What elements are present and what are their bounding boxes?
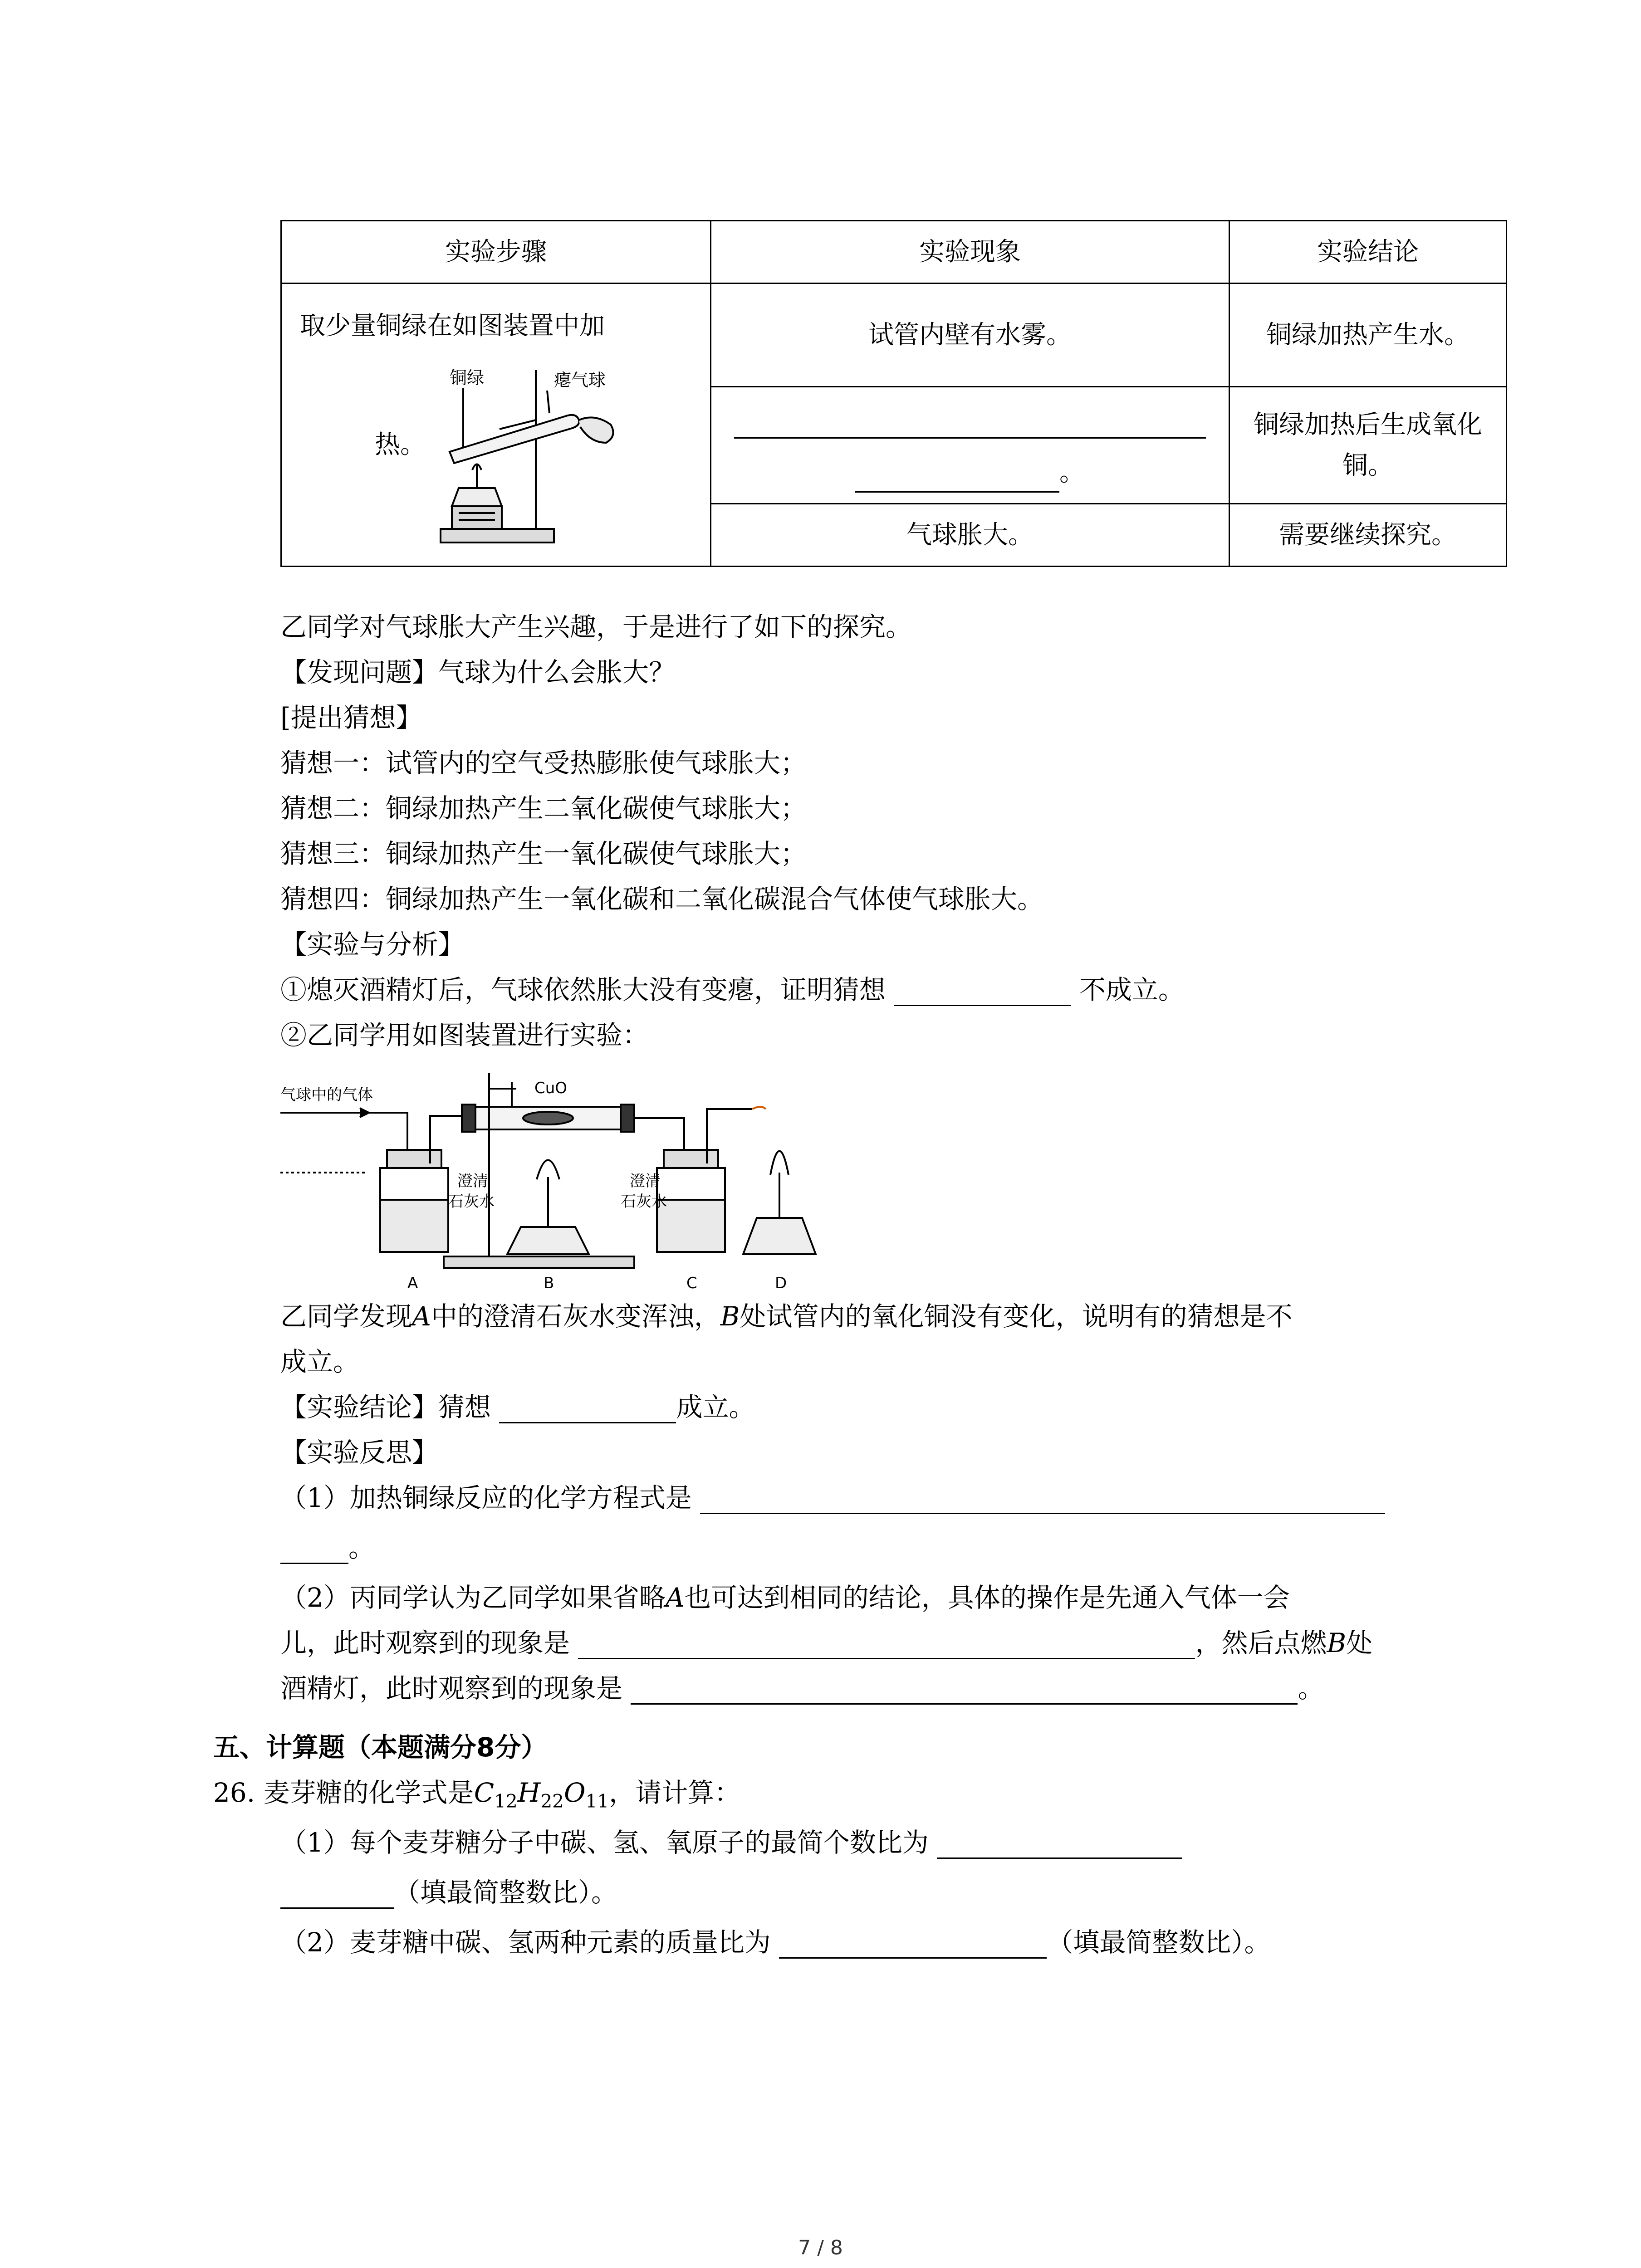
section-5-title: 五、计算题（本题满分8分） bbox=[213, 1732, 548, 1763]
phenomenon-2-end: 。 bbox=[1059, 457, 1085, 487]
question-26-1-cont bbox=[280, 1877, 617, 1909]
gas-test-apparatus-figure bbox=[276, 1073, 893, 1295]
text-line-hypothesis-2: 猜想二：铜绿加热产生二氧化碳使气球胀大； bbox=[280, 793, 807, 824]
label-b: B bbox=[544, 1274, 554, 1292]
reflection-2-text-2: 也可达到相同的结论，具体的操作是先通入气体一会 bbox=[684, 1582, 1290, 1613]
answer-blank-phenomenon-a[interactable] bbox=[734, 409, 1206, 439]
reflection-2-text-6: 酒精灯，此时观察到的现象是 bbox=[280, 1673, 623, 1704]
label-balloon: 瘪气球 bbox=[554, 370, 606, 390]
answer-blank-phenomenon-before-heat[interactable] bbox=[578, 1630, 1195, 1659]
conclusion-2: 铜绿加热后生成氧化铜。 bbox=[1230, 387, 1507, 504]
answer-blank-mass-ratio[interactable] bbox=[779, 1930, 1047, 1959]
reflection-1-end: 。 bbox=[348, 1532, 375, 1563]
answer-blank-equation-b[interactable] bbox=[280, 1535, 348, 1564]
reflection-2-text-5: 处 bbox=[1346, 1628, 1373, 1658]
text-line-observation-end: 成立。 bbox=[280, 1346, 360, 1377]
text-line-hypothesis-4: 猜想四：铜绿加热产生一氧化碳和二氧化碳混合气体使气球胀大。 bbox=[280, 884, 1044, 914]
phenomenon-2-cell bbox=[711, 387, 1230, 504]
reflection-2-text-4: ，然后点燃 bbox=[1195, 1628, 1327, 1658]
reflection-2-end: 。 bbox=[1298, 1673, 1324, 1704]
formula-c-sub: 12 bbox=[494, 1790, 518, 1812]
answer-blank-phenomenon-b[interactable] bbox=[855, 464, 1059, 493]
text-line-reflection-1 bbox=[280, 1482, 1385, 1514]
text-line-analysis-1 bbox=[280, 974, 1185, 1006]
formula-h-sub: 22 bbox=[540, 1790, 564, 1812]
answer-blank-hypothesis-true[interactable] bbox=[499, 1394, 676, 1423]
q26-2-end: （填最简整数比）。 bbox=[1047, 1927, 1271, 1958]
label-d: D bbox=[775, 1274, 787, 1292]
label-gas-in-balloon: 气球中的气体 bbox=[280, 1086, 373, 1104]
text-line-conclusion bbox=[280, 1392, 755, 1423]
observation-text-1: 乙同学发现 bbox=[280, 1301, 412, 1332]
label-limewater-c-1: 澄清 bbox=[630, 1172, 661, 1190]
answer-blank-atom-ratio-b[interactable] bbox=[280, 1880, 394, 1909]
reflection-2-b: B bbox=[1327, 1628, 1347, 1658]
text-line-hypothesis-3: 猜想三：铜绿加热产生一氧化碳使气球胀大； bbox=[280, 838, 807, 869]
reflection-2-text-3: 儿，此时观察到的现象是 bbox=[280, 1628, 570, 1658]
analysis-1-end: 不成立。 bbox=[1079, 974, 1185, 1005]
phenomenon-1: 试管内壁有水雾。 bbox=[711, 284, 1230, 387]
text-line-analysis-heading: 【实验与分析】 bbox=[280, 929, 465, 960]
q26-1-text: （1）每个麦芽糖分子中碳、氢、氧原子的最简个数比为 bbox=[280, 1827, 929, 1858]
conclusion-3: 需要继续探究。 bbox=[1230, 504, 1507, 567]
text-line-observation bbox=[280, 1301, 1293, 1333]
text-line-reflection-2-cont bbox=[280, 1628, 1372, 1659]
text-line-reflection-heading: 【实验反思】 bbox=[280, 1437, 439, 1468]
q26-1-end: （填最简整数比）。 bbox=[394, 1877, 618, 1908]
header-phenomenon: 实验现象 bbox=[711, 221, 1230, 284]
q26-end: ，请计算： bbox=[609, 1777, 741, 1808]
label-limewater-a-2: 石灰水 bbox=[448, 1193, 495, 1211]
text-line-reflection-1-cont bbox=[280, 1532, 375, 1564]
question-26 bbox=[213, 1777, 740, 1812]
label-limewater-c-2: 石灰水 bbox=[621, 1193, 667, 1211]
header-conclusion: 实验结论 bbox=[1230, 221, 1507, 284]
conclusion-1: 铜绿加热产生水。 bbox=[1230, 284, 1507, 387]
reflection-2-text-1: （2）丙同学认为乙同学如果省略 bbox=[280, 1582, 666, 1613]
formula-o: O bbox=[563, 1777, 586, 1808]
label-tonglv: 铜绿 bbox=[450, 368, 485, 388]
observation-text-2: 中的澄清石灰水变浑浊， bbox=[431, 1301, 720, 1332]
answer-blank-phenomenon-after-heat[interactable] bbox=[631, 1676, 1298, 1705]
analysis-1-text: ①熄灭酒精灯后，气球依然胀大没有变瘪，证明猜想 bbox=[280, 974, 886, 1005]
text-line-interest: 乙同学对气球胀大产生兴趣，于是进行了如下的探究。 bbox=[280, 611, 912, 642]
text-line-reflection-2-end bbox=[280, 1673, 1324, 1705]
conclusion-text: 【实验结论】猜想 bbox=[280, 1392, 491, 1422]
observation-a: A bbox=[412, 1301, 431, 1332]
experiment-table bbox=[280, 220, 1507, 567]
q26-2-text: （2）麦芽糖中碳、氢两种元素的质量比为 bbox=[280, 1927, 771, 1958]
text-line-analysis-2: ②乙同学用如图装置进行实验： bbox=[280, 1020, 649, 1051]
phenomenon-3: 气球胀大。 bbox=[711, 504, 1230, 567]
text-line-reflection-2 bbox=[280, 1582, 1290, 1614]
text-line-problem: 【发现问题】气球为什么会胀大？ bbox=[280, 657, 676, 688]
question-26-2 bbox=[280, 1927, 1270, 1959]
label-c: C bbox=[686, 1274, 697, 1292]
observation-text-3: 处试管内的氧化铜没有变化，说明有的猜想是不 bbox=[740, 1301, 1293, 1332]
step-text-bottom: 热。 bbox=[375, 430, 426, 459]
text-line-hypothesis-heading: [提出猜想】 bbox=[280, 702, 422, 733]
label-a: A bbox=[407, 1274, 418, 1292]
formula-c: C bbox=[474, 1777, 495, 1808]
conclusion-end: 成立。 bbox=[676, 1392, 755, 1422]
answer-blank-atom-ratio-a[interactable] bbox=[937, 1830, 1182, 1859]
label-limewater-a-1: 澄清 bbox=[457, 1172, 488, 1190]
answer-blank-equation-a[interactable] bbox=[700, 1485, 1385, 1514]
step-text-top: 取少量铜绿在如图装置中加 bbox=[300, 311, 605, 341]
answer-blank-hypothesis-not-true[interactable] bbox=[894, 977, 1071, 1006]
q26-text: 26. 麦芽糖的化学式是 bbox=[213, 1777, 474, 1808]
heating-apparatus-figure bbox=[431, 357, 649, 547]
question-26-1 bbox=[280, 1827, 1182, 1859]
formula-h: H bbox=[517, 1777, 541, 1808]
label-cuo: CuO bbox=[534, 1079, 568, 1097]
reflection-2-a: A bbox=[665, 1582, 685, 1613]
page-number: 7 / 8 bbox=[798, 2236, 843, 2259]
observation-b: B bbox=[720, 1301, 740, 1332]
step-cell bbox=[281, 284, 711, 567]
text-line-hypothesis-1: 猜想一：试管内的空气受热膨胀使气球胀大； bbox=[280, 748, 807, 778]
reflection-1-text: （1）加热铜绿反应的化学方程式是 bbox=[280, 1482, 692, 1513]
header-step: 实验步骤 bbox=[281, 221, 711, 284]
maltose-formula bbox=[474, 1777, 609, 1812]
formula-o-sub: 11 bbox=[585, 1790, 609, 1812]
